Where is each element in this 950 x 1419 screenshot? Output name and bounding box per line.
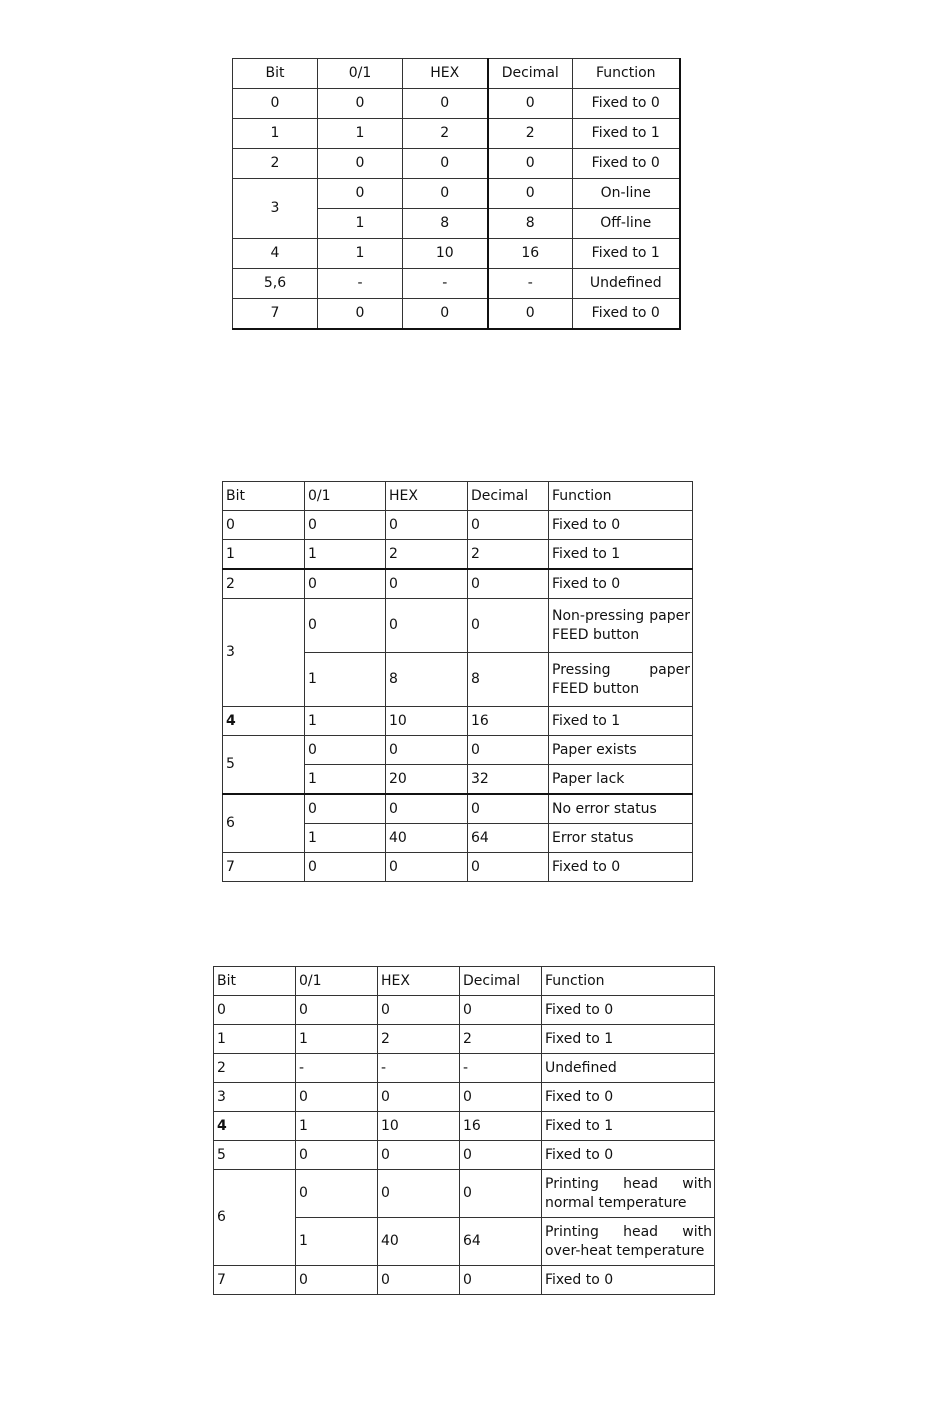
cell-bit: 6 [223, 794, 305, 853]
cell-hex: 0 [378, 1141, 460, 1170]
cell-01: 0 [318, 89, 403, 119]
cell-01: 1 [318, 119, 403, 149]
cell-hex: 0 [386, 736, 468, 765]
cell-decimal: 8 [468, 653, 549, 707]
cell-hex: - [378, 1054, 460, 1083]
header-hex: HEX [378, 967, 460, 996]
cell-function: Fixed to 0 [573, 89, 680, 119]
cell-function: Fixed to 0 [549, 511, 693, 540]
cell-bit: 3 [233, 179, 318, 239]
cell-01: 1 [305, 824, 386, 853]
table-row [223, 540, 693, 570]
cell-decimal: 0 [468, 511, 549, 540]
cell-function: Undefined [573, 269, 680, 299]
cell-function: Paper exists [549, 736, 693, 765]
cell-bit: 4 [223, 707, 305, 736]
header-bit: Bit [223, 482, 305, 511]
cell-function: Fixed to 0 [542, 996, 715, 1025]
cell-bit: 5 [223, 736, 305, 795]
header-hex: HEX [403, 59, 488, 89]
cell-hex: 2 [378, 1025, 460, 1054]
cell-function: No error status [549, 794, 693, 824]
cell-01: 1 [318, 239, 403, 269]
cell-01: 0 [296, 1083, 378, 1112]
cell-hex: 10 [386, 707, 468, 736]
cell-decimal: 0 [460, 1266, 542, 1295]
cell-bit: 1 [214, 1025, 296, 1054]
table-row [214, 1141, 715, 1170]
table-row [214, 1170, 715, 1218]
cell-bit: 0 [233, 89, 318, 119]
bit-table-1 [232, 58, 681, 330]
bit-table-2 [222, 481, 693, 882]
table-row [223, 736, 693, 765]
cell-decimal: 64 [468, 824, 549, 853]
cell-bit: 2 [214, 1054, 296, 1083]
header-01: 0/1 [296, 967, 378, 996]
cell-01: 1 [296, 1112, 378, 1141]
table-row [233, 89, 680, 119]
cell-function: Pressing paper FEED button [549, 653, 693, 707]
cell-hex: 8 [403, 209, 488, 239]
table-row [223, 707, 693, 736]
table-row [223, 511, 693, 540]
cell-bit: 7 [214, 1266, 296, 1295]
cell-decimal: 2 [460, 1025, 542, 1054]
table-row [233, 149, 680, 179]
cell-01: 1 [305, 540, 386, 570]
cell-function: Paper lack [549, 765, 693, 795]
header-function: Function [573, 59, 680, 89]
header-01: 0/1 [305, 482, 386, 511]
cell-bit: 0 [214, 996, 296, 1025]
cell-01: 1 [305, 765, 386, 795]
cell-01: 1 [305, 707, 386, 736]
cell-decimal: 8 [488, 209, 573, 239]
cell-decimal: 0 [460, 996, 542, 1025]
cell-decimal: 2 [468, 540, 549, 570]
cell-function: Fixed to 1 [542, 1112, 715, 1141]
cell-01: 0 [305, 853, 386, 882]
header-hex: HEX [386, 482, 468, 511]
cell-hex: 0 [378, 996, 460, 1025]
cell-decimal: 16 [488, 239, 573, 269]
cell-function: Off-line [573, 209, 680, 239]
cell-01: - [318, 269, 403, 299]
header-decimal: Decimal [488, 59, 573, 89]
cell-decimal: 64 [460, 1218, 542, 1266]
cell-function: Fixed to 1 [542, 1025, 715, 1054]
cell-01: 0 [296, 1266, 378, 1295]
cell-hex: 0 [386, 794, 468, 824]
cell-01: 0 [318, 179, 403, 209]
cell-hex: 2 [386, 540, 468, 570]
cell-bit: 4 [233, 239, 318, 269]
cell-hex: - [403, 269, 488, 299]
cell-hex: 8 [386, 653, 468, 707]
table-header-row [214, 967, 715, 996]
cell-decimal: 0 [468, 569, 549, 599]
cell-hex: 40 [386, 824, 468, 853]
table-header-row [233, 59, 680, 89]
cell-01: 1 [318, 209, 403, 239]
cell-decimal: 0 [488, 89, 573, 119]
cell-01: 0 [318, 149, 403, 179]
cell-hex: 2 [403, 119, 488, 149]
cell-function: Fixed to 1 [549, 540, 693, 570]
table-row [223, 599, 693, 653]
cell-function: Fixed to 0 [542, 1266, 715, 1295]
header-function: Function [542, 967, 715, 996]
cell-decimal: 32 [468, 765, 549, 795]
header-bit: Bit [214, 967, 296, 996]
cell-bit: 7 [233, 299, 318, 330]
cell-decimal: 16 [468, 707, 549, 736]
table-row [214, 1083, 715, 1112]
cell-bit: 6 [214, 1170, 296, 1266]
cell-bit: 1 [233, 119, 318, 149]
table-row [214, 996, 715, 1025]
cell-decimal: 2 [488, 119, 573, 149]
cell-function: On-line [573, 179, 680, 209]
cell-decimal: 0 [460, 1083, 542, 1112]
cell-hex: 0 [378, 1266, 460, 1295]
header-bit: Bit [233, 59, 318, 89]
table-row [214, 1054, 715, 1083]
cell-01: 0 [305, 794, 386, 824]
cell-decimal: 0 [468, 794, 549, 824]
cell-01: 1 [296, 1218, 378, 1266]
cell-decimal: 0 [488, 149, 573, 179]
cell-bit: 2 [233, 149, 318, 179]
cell-function: Undefined [542, 1054, 715, 1083]
table-row [233, 239, 680, 269]
cell-bit: 5,6 [233, 269, 318, 299]
cell-hex: 10 [378, 1112, 460, 1141]
header-decimal: Decimal [468, 482, 549, 511]
cell-function: Printing head with over-heat temperature [542, 1218, 715, 1266]
cell-function: Fixed to 1 [573, 239, 680, 269]
cell-bit: 3 [223, 599, 305, 707]
cell-hex: 0 [403, 179, 488, 209]
cell-bit: 2 [223, 569, 305, 599]
cell-decimal: 16 [460, 1112, 542, 1141]
cell-function: Fixed to 0 [542, 1083, 715, 1112]
table-row [233, 299, 680, 330]
cell-hex: 0 [386, 569, 468, 599]
cell-bit: 5 [214, 1141, 296, 1170]
cell-hex: 20 [386, 765, 468, 795]
cell-bit: 7 [223, 853, 305, 882]
cell-decimal: 0 [468, 736, 549, 765]
cell-bit: 3 [214, 1083, 296, 1112]
cell-hex: 0 [403, 299, 488, 330]
cell-01: 0 [296, 1170, 378, 1218]
cell-01: 0 [305, 511, 386, 540]
table-row [223, 853, 693, 882]
table-row [233, 119, 680, 149]
cell-decimal: 0 [468, 599, 549, 653]
cell-hex: 0 [386, 853, 468, 882]
cell-function: Fixed to 0 [542, 1141, 715, 1170]
table-row [214, 1025, 715, 1054]
cell-function: Fixed to 0 [549, 853, 693, 882]
cell-decimal: 0 [460, 1141, 542, 1170]
cell-bit: 1 [223, 540, 305, 570]
table-header-row [223, 482, 693, 511]
table-row [214, 1266, 715, 1295]
cell-01: 0 [296, 1141, 378, 1170]
bit-table-3 [213, 966, 715, 1295]
cell-bit: 0 [223, 511, 305, 540]
cell-01: 0 [318, 299, 403, 330]
cell-function: Fixed to 1 [549, 707, 693, 736]
cell-function: Error status [549, 824, 693, 853]
cell-hex: 0 [378, 1170, 460, 1218]
cell-function: Fixed to 1 [573, 119, 680, 149]
header-decimal: Decimal [460, 967, 542, 996]
header-01: 0/1 [318, 59, 403, 89]
cell-decimal: 0 [468, 853, 549, 882]
table-row [223, 794, 693, 824]
cell-01: 0 [305, 599, 386, 653]
cell-01: 1 [296, 1025, 378, 1054]
header-function: Function [549, 482, 693, 511]
cell-function: Printing head with normal temperature [542, 1170, 715, 1218]
cell-decimal: - [488, 269, 573, 299]
cell-01: 0 [305, 736, 386, 765]
cell-function: Fixed to 0 [573, 299, 680, 330]
cell-hex: 10 [403, 239, 488, 269]
cell-function: Fixed to 0 [573, 149, 680, 179]
cell-01: - [296, 1054, 378, 1083]
table-row [223, 569, 693, 599]
cell-hex: 0 [403, 149, 488, 179]
table-row [214, 1112, 715, 1141]
cell-decimal: 0 [488, 299, 573, 330]
cell-hex: 0 [386, 511, 468, 540]
cell-function: Fixed to 0 [549, 569, 693, 599]
table-row [233, 179, 680, 209]
cell-hex: 40 [378, 1218, 460, 1266]
cell-01: 0 [296, 996, 378, 1025]
cell-hex: 0 [378, 1083, 460, 1112]
cell-decimal: 0 [488, 179, 573, 209]
cell-hex: 0 [386, 599, 468, 653]
cell-bit: 4 [214, 1112, 296, 1141]
cell-hex: 0 [403, 89, 488, 119]
cell-decimal: - [460, 1054, 542, 1083]
cell-01: 1 [305, 653, 386, 707]
cell-01: 0 [305, 569, 386, 599]
cell-decimal: 0 [460, 1170, 542, 1218]
table-row [233, 269, 680, 299]
cell-function: Non-pressing paper FEED button [549, 599, 693, 653]
